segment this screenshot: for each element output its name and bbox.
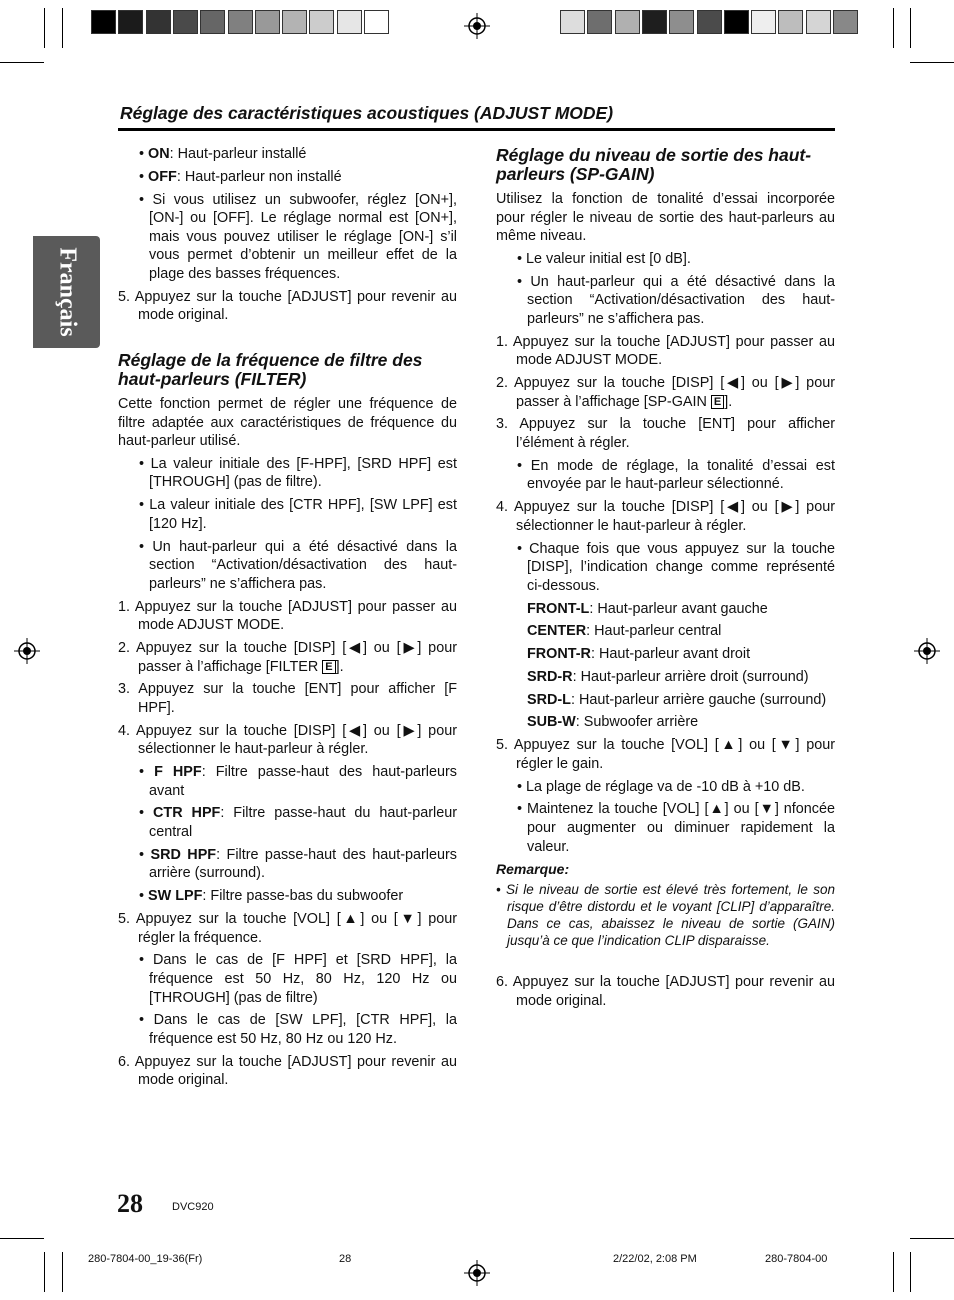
color-swatch: [91, 10, 116, 34]
crop-mark: [893, 8, 894, 48]
color-swatch: [642, 10, 667, 34]
list-item: • CTR HPF: Filtre passe-haut du haut-parleur central: [139, 805, 457, 841]
registration-mark-icon: [914, 638, 940, 664]
text: : Haut-parleur avant droit: [590, 646, 751, 663]
term: CENTER: [527, 623, 587, 640]
e-indicator-icon: E: [711, 395, 724, 409]
text: : Subwoofer arrière: [575, 714, 699, 731]
color-swatch: [587, 10, 612, 34]
text: : Filtre passe-haut des haut-parleurs arrière (surround).: [149, 846, 457, 882]
text: ].: [335, 658, 344, 675]
speaker-item: [496, 645, 835, 664]
text: Si vous utilisez un subwoofer, réglez [ON+], [ON-] ou [OFF]. Le réglage normal est [ON+], mais vous pouvez utiliser le réglage [ON-] s’il vous permet d’obtenir un meilleur effet de la plage des basses fréquences.: [149, 191, 457, 282]
list-item: • F HPF: Filtre passe-haut des haut-parleurs avant: [139, 764, 457, 799]
e-indicator-icon: E: [322, 660, 335, 674]
term: SW LPF: [148, 888, 203, 905]
heading-sp-gain: Réglage du niveau de sortie des haut-parleurs (SP-GAIN): [496, 145, 812, 184]
text: : Filtre passe-bas du subwoofer: [202, 888, 404, 905]
text: La plage de réglage va de -10 dB à +10 dB.: [526, 778, 805, 795]
color-swatch: [146, 10, 171, 34]
text: : Filtre passe-haut du haut-parleur central: [149, 805, 457, 841]
file-name: 280-7804-00_19-36(Fr): [88, 1253, 203, 1265]
text: 2. Appuyez sur la touche [DISP] [◀] ou [▶] pour passer à l’affichage [FILTER: [118, 639, 457, 675]
text: Le valeur initial est [0 dB].: [526, 250, 691, 267]
text: Chaque fois que vous appuyez sur la touche [DISP], l’indication change comme représenté ci-dessous.: [527, 540, 835, 594]
registration-mark-icon: [14, 638, 40, 664]
crop-mark: [893, 1252, 894, 1292]
color-swatch: [669, 10, 694, 34]
color-swatch: [615, 10, 640, 34]
title-rule: [118, 128, 835, 131]
text: 2. Appuyez sur la touche [DISP] [◀] ou [▶] pour passer à l’affichage [SP-GAIN: [496, 375, 835, 410]
list-item: • Maintenez la touche [VOL] [▲] ou [▼] nfoncée pour augmenter ou diminuer rapidement la valeur.: [517, 801, 835, 855]
color-swatch: [806, 10, 831, 34]
list-item: • OFF: Haut-parleur non installé: [139, 168, 342, 185]
list-item: • ON: Haut-parleur installé: [139, 146, 307, 162]
term: SRD-R: [527, 668, 573, 685]
crop-mark: [0, 62, 44, 63]
text: Un haut-parleur qui a été désactivé dans la section “Activation/désactivation des haut-parleurs” ne s’affichera pas.: [149, 538, 457, 592]
text: Un haut-parleur qui a été désactivé dans la section “Activation/désactivation des haut-parleurs” ne s’affichera pas.: [527, 273, 835, 327]
step: 5. Appuyez sur la touche [VOL] [▲] ou [▼] pour régler le gain.: [496, 737, 835, 772]
term: FRONT-L: [527, 600, 590, 617]
crop-mark: [0, 1238, 44, 1239]
list-item: • Dans le cas de [F HPF] et [SRD HPF], la fréquence est 50 Hz, 80 Hz, 120 Hz ou [THROUGH] (pas de filtre): [139, 952, 457, 1006]
term: F HPF: [154, 764, 202, 781]
text: Dans le cas de [SW LPF], [CTR HPF], la fréquence est 50 Hz, 80 Hz ou 120 Hz.: [149, 1012, 457, 1047]
text: ].: [724, 393, 733, 410]
left-column: [118, 145, 457, 1094]
term: OFF: [148, 168, 177, 185]
color-swatch: [724, 10, 749, 34]
document-code: 280-7804-00: [765, 1253, 828, 1265]
color-swatch: [309, 10, 334, 34]
text: : Haut-parleur installé: [169, 146, 307, 162]
crop-mark: [910, 1252, 911, 1292]
step: [118, 639, 457, 676]
text: : Filtre passe-haut des haut-parleurs avant: [149, 764, 457, 799]
text: La valeur initiale des [CTR HPF], [SW LPF] est [120 Hz].: [149, 497, 457, 532]
crop-mark: [910, 62, 954, 63]
color-swatch: [833, 10, 858, 34]
list-item: • Si vous utilisez un subwoofer, réglez [ON+], [ON-] ou [OFF]. Le réglage normal est [ON+], mais vous pouvez utiliser le réglage [ON-] s’il vous permet d’obtenir un meilleur effet de la plage des basses fréquences.: [139, 191, 457, 282]
color-swatch: [200, 10, 225, 34]
language-tab-label: Français: [54, 247, 80, 337]
list-item: • Dans le cas de [SW LPF], [CTR HPF], la fréquence est 50 Hz, 80 Hz ou 120 Hz.: [139, 1012, 457, 1047]
text: : Haut-parleur arrière gauche (surround): [570, 691, 827, 708]
term: SUB-W: [527, 714, 576, 731]
text: : Haut-parleur non installé: [176, 168, 342, 185]
step: 3. Appuyez sur la touche [ENT] pour afficher [F HPF].: [118, 681, 457, 716]
text: Dans le cas de [F HPF] et [SRD HPF], la fréquence est 50 Hz, 80 Hz, 120 Hz ou [THROUGH] (pas de filtre): [149, 952, 457, 1006]
color-swatch: [364, 10, 389, 34]
section-title: Réglage des caractéristiques acoustiques (ADJUST MODE): [120, 103, 614, 123]
page-number: 28: [117, 1189, 143, 1218]
registration-mark-icon: [464, 1260, 490, 1286]
model-name: DVC920: [172, 1201, 214, 1213]
step: 4. Appuyez sur la touche [DISP] [◀] ou [▶] pour sélectionner le haut-parleur à régler.: [496, 499, 835, 534]
color-swatch: [255, 10, 280, 34]
list-item: • SRD HPF: Filtre passe-haut des haut-parleurs arrière (surround).: [139, 846, 457, 882]
color-swatch: [173, 10, 198, 34]
term: SRD-L: [527, 691, 571, 708]
paragraph: Utilisez la fonction de tonalité d’essai incorporée pour régler le niveau de sortie des haut-parleurs au même niveau.: [496, 191, 835, 245]
crop-mark: [910, 1238, 954, 1239]
heading-filter: Réglage de la fréquence de filtre des haut-parleurs (FILTER): [118, 349, 423, 389]
color-swatch: [228, 10, 253, 34]
color-swatch: [697, 10, 722, 34]
registration-mark-icon: [464, 13, 490, 39]
step: 1. Appuyez sur la touche [ADJUST] pour passer au mode ADJUST MODE.: [118, 598, 457, 634]
color-swatch: [778, 10, 803, 34]
list-item: • Un haut-parleur qui a été désactivé dans la section “Activation/désactivation des haut-parleurs” ne s’affichera pas.: [139, 538, 457, 592]
list-item: • La valeur initiale des [CTR HPF], [SW LPF] est [120 Hz].: [139, 497, 457, 532]
color-swatch: [118, 10, 143, 34]
crop-mark: [44, 1252, 45, 1292]
step: 5. Appuyez sur la touche [ADJUST] pour revenir au mode original.: [118, 288, 457, 324]
list-item: • La plage de réglage va de -10 dB à +10 dB.: [517, 778, 805, 795]
text: La valeur initiale des [F-HPF], [SRD HPF] est [THROUGH] (pas de filtre).: [149, 455, 457, 491]
list-item: • Le valeur initial est [0 dB].: [517, 250, 691, 267]
list-item: • SW LPF: Filtre passe-bas du subwoofer: [139, 888, 404, 905]
color-swatch: [560, 10, 585, 34]
speaker-item: [496, 691, 835, 710]
term: ON: [148, 146, 170, 162]
step: 6. Appuyez sur la touche [ADJUST] pour revenir au mode original.: [118, 1053, 457, 1089]
language-tab: [33, 236, 100, 348]
color-swatch: [337, 10, 362, 34]
step: 6. Appuyez sur la touche [ADJUST] pour revenir au mode original.: [496, 973, 835, 1009]
crop-mark: [44, 8, 45, 48]
text: : Haut-parleur central: [586, 623, 722, 640]
text: : Haut-parleur arrière droit (surround): [572, 668, 809, 685]
text: : Haut-parleur avant gauche: [589, 600, 768, 617]
step: [496, 374, 835, 411]
list-item: • Chaque fois que vous appuyez sur la touche [DISP], l’indication change comme représenté ci-dessous.: [517, 540, 835, 594]
list-item: • Un haut-parleur qui a été désactivé dans la section “Activation/désactivation des haut-parleurs” ne s’affichera pas.: [517, 273, 835, 327]
crop-mark: [910, 8, 911, 48]
color-swatch: [751, 10, 776, 34]
speaker-item: [496, 668, 835, 687]
term: CTR HPF: [153, 805, 221, 822]
crop-mark: [62, 1252, 63, 1292]
right-column: [496, 146, 835, 1014]
text: Maintenez la touche [VOL] [▲] ou [▼] nfoncée pour augmenter ou diminuer rapidement la valeur.: [527, 801, 835, 855]
step: 4. Appuyez sur la touche [DISP] [◀] ou [▶] pour sélectionner le haut-parleur à régler.: [118, 722, 457, 758]
color-swatch: [282, 10, 307, 34]
step: 1. Appuyez sur la touche [ADJUST] pour passer au mode ADJUST MODE.: [496, 333, 835, 369]
print-date: 2/22/02, 2:08 PM: [613, 1253, 697, 1265]
speaker-item: [496, 622, 835, 641]
text: En mode de réglage, la tonalité d’essai est envoyée par le haut-parleur sélectionné.: [527, 457, 835, 493]
remark-text: • Si le niveau de sortie est élevé très fortement, le son risque d’être distordu et le voyant [CLIP] d’apparaître. Dans ce cas, abaissez le niveau de sortie (GAIN) jusqu’à ce que l’indication CLIP disparaisse.: [496, 881, 835, 948]
paragraph: Cette fonction permet de régler une fréquence de filtre adaptée aux caractéristiques de fréquence du haut-parleur utilisé.: [118, 395, 457, 450]
list-item: • La valeur initiale des [F-HPF], [SRD HPF] est [THROUGH] (pas de filtre).: [139, 455, 457, 491]
term: FRONT-R: [527, 646, 591, 663]
term: SRD HPF: [150, 846, 217, 863]
speaker-item: [496, 713, 835, 732]
step: 3. Appuyez sur la touche [ENT] pour afficher l’élément à régler.: [496, 416, 835, 452]
remark-heading: Remarque:: [496, 861, 570, 878]
list-item: • En mode de réglage, la tonalité d’essai est envoyée par le haut-parleur sélectionné.: [517, 457, 835, 493]
speaker-item: [496, 600, 835, 619]
print-page-number: 28: [339, 1253, 352, 1265]
crop-mark: [62, 8, 63, 48]
step: 5. Appuyez sur la touche [VOL] [▲] ou [▼] pour régler la fréquence.: [118, 911, 457, 946]
